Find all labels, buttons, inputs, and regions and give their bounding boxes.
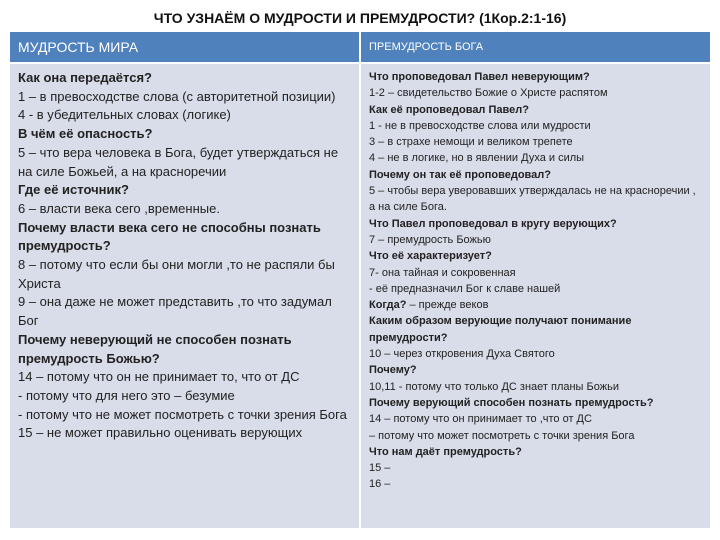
question-line: В чём её опасность? xyxy=(18,126,153,142)
header-left: МУДРОСТЬ МИРА xyxy=(10,32,360,63)
question-line: Что Павел проповедовал в кругу верующих? xyxy=(369,217,617,230)
answer-line: 5 – чтобы вера уверовавших утверждалась не на красноречии , а на силе Бога. xyxy=(369,185,696,214)
right-list xyxy=(369,69,704,493)
body-row xyxy=(10,63,710,528)
answer-line: - её предназначил Бог к славе нашей xyxy=(369,282,561,295)
question-line: Почему неверующий не способен познать премудрость Божью? xyxy=(18,331,292,366)
left-list xyxy=(18,69,353,443)
answer-line: 4 - в убедительных словах (логике) xyxy=(18,107,231,123)
question-line: Как её проповедовал Павел? xyxy=(369,103,529,116)
comparison-table xyxy=(10,32,710,528)
answer-line: 10,11 - потому что только ДС знает планы Божьи xyxy=(369,380,619,393)
question-line: Каким образом верующие получают понимание премудрости? xyxy=(369,315,632,344)
answer-line: – потому что может посмотреть с точки зрения Бога xyxy=(369,429,635,442)
answer-line: 14 – потому что он не принимает то, что от ДС xyxy=(18,369,300,385)
question-line: Где её источник? xyxy=(18,182,129,198)
answer-line: 8 – потому что если бы они могли ,то не распяли бы Христа xyxy=(18,257,335,291)
answer-line: 1-2 – свидетельство Божие о Христе распятом xyxy=(369,87,608,100)
answer-line: 1 - не в превосходстве слова или мудрости xyxy=(369,119,591,132)
question-fragment: Когда? xyxy=(369,299,407,312)
answer-line: 10 – через откровения Духа Святого xyxy=(369,348,555,361)
question-line: Почему власти века сего не способны познать премудрость? xyxy=(18,219,321,254)
answer-line: 15 – не может правильно оценивать верующих xyxy=(18,425,303,441)
answer-fragment: – прежде веков xyxy=(406,299,489,312)
answer-line: 14 – потому что он принимает то ,что от ДС xyxy=(369,413,592,426)
question-line: Почему верующий способен познать премудрость? xyxy=(369,396,654,409)
answer-line: 15 – xyxy=(369,462,391,475)
header-row xyxy=(10,32,710,63)
answer-line: 1 – в превосходстве слова (с авторитетной позиции) xyxy=(18,88,336,104)
answer-line: 7 – премудрость Божью xyxy=(369,233,491,246)
answer-line: 3 – в страхе немощи и великом трепете xyxy=(369,136,573,149)
title-main: ЧТО УЗНАЁМ О МУДРОСТИ И ПРЕМУДРОСТИ? xyxy=(153,10,476,26)
answer-line: 7- она тайная и сокровенная xyxy=(369,266,516,279)
page-title xyxy=(0,10,720,26)
answer-line xyxy=(369,297,704,313)
answer-line: - потому что не может посмотреть с точки зрения Бога xyxy=(18,406,347,422)
answer-line: 6 – власти века сего ,временные. xyxy=(18,200,220,216)
question-line: Как она передаётся? xyxy=(18,70,152,85)
header-right: ПРЕМУДРОСТЬ БОГА xyxy=(360,32,710,63)
question-line: Почему он так её проповедовал? xyxy=(369,168,551,181)
right-column xyxy=(360,63,710,528)
answer-line: 5 – что вера человека в Бога, будет утверждаться не на силе Божьей, а на красноречии xyxy=(18,144,339,179)
question-line: Почему? xyxy=(369,364,417,377)
question-line: Что её характеризует? xyxy=(369,250,492,263)
answer-line: 4 – не в логике, но в явлении Духа и силы xyxy=(369,152,585,165)
left-column xyxy=(10,63,360,528)
answer-line: - потому что для него это – безумие xyxy=(18,387,235,403)
answer-line: 9 – она даже не может представить ,то что задумал Бог xyxy=(18,294,332,329)
title-reference: (1Кор.2:1-16) xyxy=(479,10,567,26)
question-line: Что нам даёт премудрость? xyxy=(369,445,522,458)
question-line: Что проповедовал Павел неверующим? xyxy=(369,71,590,83)
answer-line: 16 – xyxy=(369,478,391,491)
